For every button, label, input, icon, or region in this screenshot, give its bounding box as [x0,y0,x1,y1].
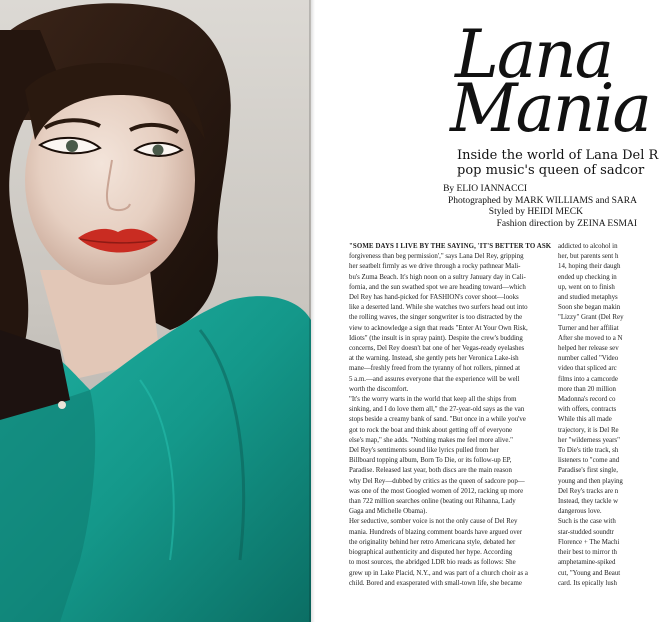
body-line: to most sources, the abridged LDR bio reads as follows: She [349,559,516,567]
body-line: with offers, contracts [558,406,617,414]
body-line: more than 20 million [558,385,616,393]
body-line: Such is the case with [558,518,616,526]
body-line: 14, hoping their daugh [558,263,621,271]
title-line-1: Lana [455,16,613,93]
cover-photo [0,0,311,622]
body-line: forgiveness than beg permission'," says Lana Del Rey, gripping [349,253,524,261]
body-line: Gaga and Michelle Obama). [349,508,428,516]
article-deck [457,148,667,178]
body-line: like a deserted land. While she watches two surfers head out into [349,304,528,312]
body-line: view to acknowledge a sign that reads "Enter At Your Own Risk, [349,324,528,332]
body-line: up, went on to finish [558,283,615,291]
body-line: cut, "Young and Beaut [558,569,621,577]
deck-line-2: pop music's queen of sadcor [457,163,645,178]
body-line: ended up checking in [558,273,617,281]
credit-byline: By ELIO IANNACCI [443,184,527,194]
body-line: Paradise. Released last year, both discs are the main reason [349,467,512,475]
body-line: young and then playing [558,477,623,485]
body-line: While this all made [558,416,612,424]
body-line: Turner and her affiliat [558,324,619,332]
body-line: her seatbelt firmly as we drive through a rocky pathnear Mali- [349,263,521,271]
body-line: Del Rey's sentiments sound like lyrics pulled from her [349,447,499,455]
body-line: "It's the worry warts in the world that keep all the ships from [349,396,517,404]
body-line: and studied metaphys [558,294,618,302]
body-line: biographical authenticity and disputed her hype. According [349,549,513,557]
body-line: bu's Zuma Beach. It's high noon on a sultry January day in Cali- [349,273,526,281]
body-line: why Del Rey—dubbed by critics as the queen of sadcore pop— [349,477,525,485]
body-column-1 [349,242,551,589]
body-line: To Die's title track, sh [558,447,619,455]
body-line: the rolling waves, the singer songwriter is too distracted by the [349,314,523,322]
body-line: helped her release sev [558,345,619,353]
credit-fashion-director: Fashion direction by ZEINA ESMAI [496,218,637,229]
body-line: worth the discomfort. [349,385,409,393]
body-column-2 [558,242,622,589]
body-line: Madonna's record co [558,396,616,404]
body-line: Florence + The Machi [558,538,620,546]
body-line: fornia, and the sun swathed spot we are heading toward—which [349,283,526,291]
portrait-illustration [0,0,311,622]
body-line: Billboard topping album, Born To Die, or its follow-up EP, [349,457,512,465]
body-line: was one of the most Googled women of 2012, racking up more [349,487,524,495]
deck-line-1: Inside the world of Lana Del R [457,148,659,163]
article-credits [397,184,637,230]
title-line-2: Mania [450,70,650,147]
body-line: her "wilderness years" [558,436,620,444]
body-line: listeners to "come and [558,457,620,465]
body-line: amphetamine-spiked [558,559,616,567]
body-line: "Lizzy" Grant (Del Rey [558,314,624,322]
body-line: video that spliced arc [558,365,617,373]
body-line: Del Rey has hand-picked for FASHION's cover shoot—looks [349,294,519,302]
body-line: star-studded soundtr [558,528,614,536]
body-line: number called "Video [558,355,619,363]
body-line: Soon she began makin [558,304,621,312]
body-line: card. Its epically lush [558,579,617,587]
body-line: Del Rey's tracks are n [558,487,619,495]
body-line: concerns, Del Rey doesn't bat one of her Vegas-ready eyelashes [349,345,525,353]
body-line: 5 a.m.—and assures everyone that the experience will be well [349,375,520,383]
body-line: addicted to alcohol in [558,243,618,250]
body-line: than 722 million searches online (beating out Rihanna, Lady [349,498,516,506]
body-line: mane—freshly freed from the tyranny of hot rollers, pinned at [349,365,521,373]
body-line: sinking, and I do love them all," the 27-year-old says as the van [349,406,525,414]
body-line: Her seductive, somber voice is not the only cause of Del Rey [349,518,518,526]
body-line: After she moved to a N [558,334,623,342]
body-line: mania. Hundreds of blazing comment boards have argued over [349,528,523,536]
body-line: grew up in Lake Placid, N.Y., and was part of a church choir as a [349,569,528,577]
body-line: the originality behind her retro Americana style, debated her [349,538,516,546]
article-title [450,16,650,147]
article-page [315,0,659,622]
body-line: stops beside a creamy bank of sand. "But once in a while you've [349,416,526,424]
body-line: at the warning. Instead, she gently pets her Veronica Lake-ish [349,355,519,363]
body-line: Idiots" (the insult is in spray paint). Despite the crew's budding [349,334,523,342]
body-line: "SOME DAYS I LIVE BY THE SAYING, 'IT'S BETTER TO ASK [349,243,552,250]
body-line: else's map," she adds. "Nothing makes me feel more alive." [349,436,513,444]
body-line: Instead, they tackle w [558,498,619,506]
body-line: their best to mirror th [558,549,617,557]
body-line: got to rock the boat and think about getting off of everyone [349,426,513,434]
body-line: Paradise's first single, [558,467,618,475]
body-line: dangerous love. [558,508,602,516]
credit-photographer: Photographed by MARK WILLIAMS and SARA [447,195,637,206]
credit-stylist: Styled by HEIDI MECK [488,207,583,217]
body-line: trajectory, it is Del Re [558,426,619,434]
body-line: films into a camcorde [558,375,618,383]
body-line: her, but parents sent h [558,253,619,261]
body-line: child. Bored and exasperated with small-town life, she became [349,579,522,587]
